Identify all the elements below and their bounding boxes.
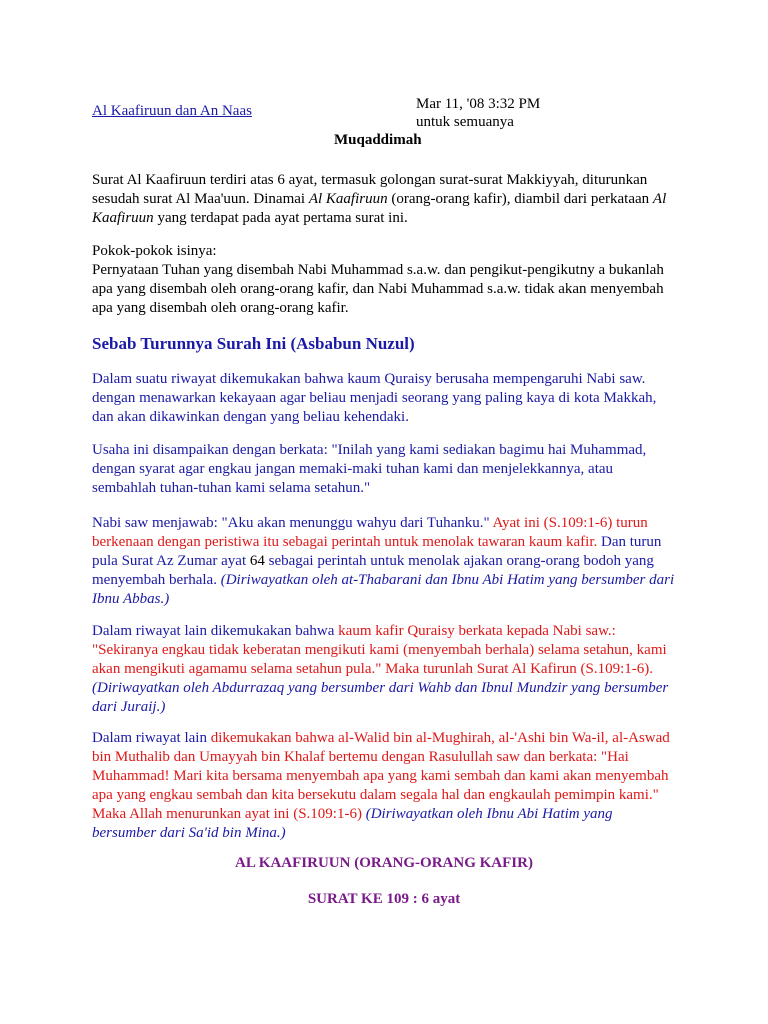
post-meta <box>416 95 540 131</box>
asbab-paragraph-2: Usaha ini disampaikan dengan berkata: "Inilah yang kami sediakan bagimu hai Muhammad, dengan syarat agar engkau jangan memaki-maki tuhan kami dan menjelekkannya, atau sembahlah tuhan-tuhan kami selama setahun." <box>92 442 647 496</box>
section-title: Muqaddimah <box>334 132 422 148</box>
article-title-link[interactable]: Al Kaafiruun dan An Naas <box>92 103 252 119</box>
asbab-paragraph-3: Nabi saw menjawab: "Aku akan menunggu wahyu dari Tuhanku." Ayat ini (S.109:1-6) turun berkenaan dengan peristiwa itu sebagai perintah untuk menolak tawaran kaum kafir. Dan turun pula Surat Az Zumar ayat 64 sebagai perintah untuk menolak ajakan orang-orang bodoh yang menyembah berhala. (Diriwayatkan oleh at-Thabarani dan Ibnu Abi Hatim yang bersumber dari Ibnu Abbas.) <box>92 515 675 607</box>
asbab-paragraph-5: Dalam riwayat lain dikemukakan bahwa al-Walid bin al-Mughirah, al-'Ashi bin Wa-il, al-Aswad bin Muthalib dan Umayyah bin Khalaf bertemu dengan Rasulullah saw dan berkata: "Hai Muhammad! Mari kita bersama menyembah apa yang kami sembah dan kami akan menyembah apa yang engkau sembah dan kita bersekutu dalam segala hal dan engkaulah pemimpin kami." Maka Allah menurunkan ayat ini (S.109:1-6) (Diriwayatkan oleh Ibnu Abi Hatim yang bersumber dari Sa'id bin Mina.) <box>92 730 670 841</box>
asbab-paragraph-1: Dalam suatu riwayat dikemukakan bahwa kaum Quraisy berusaha mempengaruhi Nabi saw. dengan menawarkan kekayaan agar beliau menjadi seorang yang paling kaya di kota Makkah, dan akan dikawinkan dengan yang beliau kehendaki. <box>92 371 657 425</box>
post-date: Mar 11, '08 3:32 PM <box>416 96 541 112</box>
surah-subtitle: SURAT KE 109 : 6 ayat <box>307 891 461 907</box>
surah-title: AL KAAFIRUUN (ORANG-ORANG KAFIR) <box>235 855 533 871</box>
asbab-paragraph-4: Dalam riwayat lain dikemukakan bahwa kaum kafir Quraisy berkata kepada Nabi saw.: "Sekiranya engkau tidak keberatan mengikuti kami (menyembah berhala) selama setahun, kami akan mengikuti agamamu selama setahun pula." Maka turunlah Surat Al Kafirun (S.109:1-6).(Diriwayatkan oleh Abdurrazaq yang bersumber dari Wahb dan Ibnul Mundzir yang bersumber dari Juraij.) <box>92 623 669 715</box>
intro-paragraph: Surat Al Kaafiruun terdiri atas 6 ayat, termasuk golongan surat-surat Makkiyyah, diturunkan sesudah surat Al Maa'uun. Dinamai Al Kaafiruun (orang-orang kafir), diambil dari perkataan Al Kaafiruun yang terdapat pada ayat pertama surat ini. <box>92 172 667 226</box>
post-audience: untuk semuanya <box>416 114 514 130</box>
asbab-heading: Sebab Turunnya Surah Ini (Asbabun Nuzul) <box>92 334 415 353</box>
key-points-paragraph: Pokok-pokok isinya: Pernyataan Tuhan yang disembah Nabi Muhammad s.a.w. dan pengikut-pengikutny a bukanlah apa yang disembah oleh orang-orang kafir, dan Nabi Muhammad s.a.w. tidak akan menyembah apa yang disembah oleh orang-orang kafir. <box>92 243 664 316</box>
